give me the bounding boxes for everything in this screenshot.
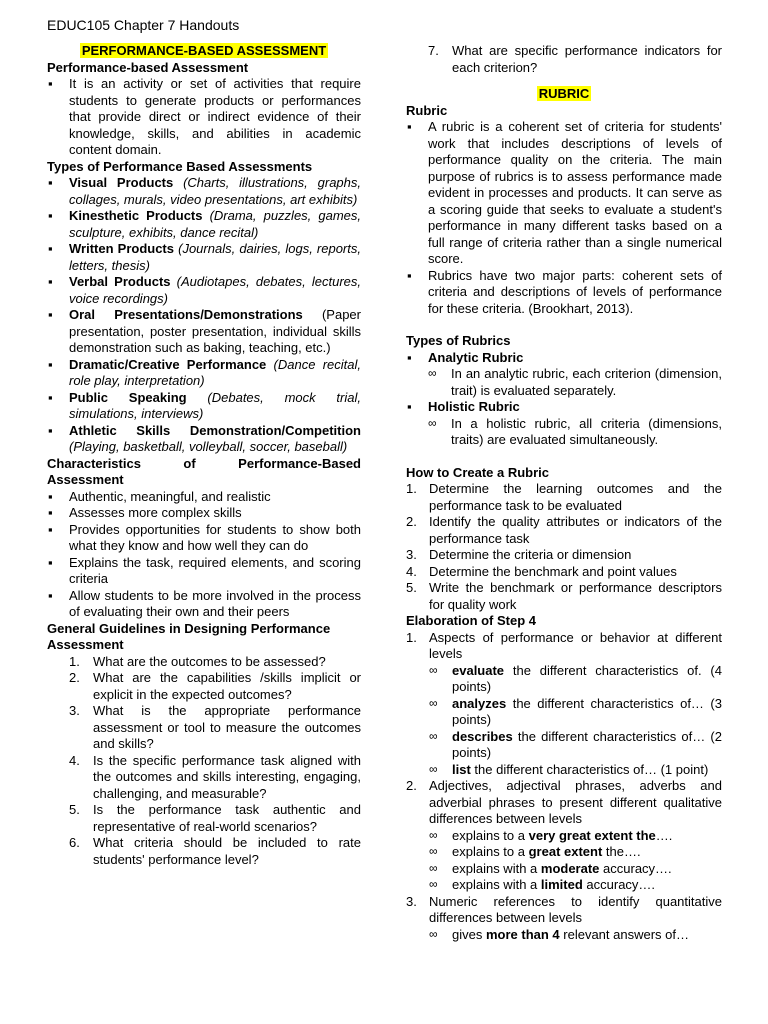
type-name: Visual Products bbox=[69, 175, 174, 190]
infinity-bullet-icon: ∞ bbox=[428, 366, 437, 380]
text-part: the different characteristics of… (3 points) bbox=[452, 695, 722, 727]
item-text: Is the performance task authentic and representative of real-world scenarios? bbox=[93, 802, 361, 834]
list-item bbox=[47, 175, 361, 208]
list-item bbox=[47, 802, 361, 835]
text-part: the different characteristics of… (2 points) bbox=[452, 728, 722, 760]
page-header: EDUC105 Chapter 7 Handouts bbox=[47, 17, 240, 33]
infinity-bullet-icon: ∞ bbox=[429, 877, 438, 891]
rubric-type-name: Holistic Rubric bbox=[428, 399, 520, 414]
list-item bbox=[429, 828, 722, 845]
list-item bbox=[406, 268, 722, 318]
create-rubric-heading: How to Create a Rubric bbox=[406, 464, 550, 480]
type-description: (Playing, basketball, volleyball, soccer, baseball) bbox=[69, 439, 348, 454]
list-number: 4. bbox=[69, 752, 80, 768]
item-text: Assesses more complex skills bbox=[69, 505, 242, 520]
type-name: Kinesthetic Products bbox=[69, 208, 203, 223]
bullet-icon: ▪ bbox=[48, 587, 53, 603]
item-text: Is the specific performance task aligned with the outcomes and skills interesting, engaging, challenging, and measurable? bbox=[93, 752, 361, 801]
text-part: explains with a bbox=[452, 860, 541, 876]
rubric-type-sublist bbox=[428, 366, 722, 399]
list-item bbox=[47, 654, 361, 671]
bullet-icon: ▪ bbox=[407, 349, 412, 365]
item-text: Provides opportunities for students to show both what they know and how well they can do bbox=[69, 521, 361, 553]
types-heading: Types of Performance Based Assessments bbox=[47, 158, 313, 174]
list-number: 3. bbox=[69, 703, 80, 718]
item-text: Determine the benchmark and point values bbox=[429, 563, 677, 579]
item-text: Rubrics have two major parts: coherent sets of criteria and descriptions of levels of performance for these criteria. (Brookhart, 2013). bbox=[428, 267, 722, 316]
text-part: the different characteristics of. (4 points) bbox=[452, 662, 722, 694]
type-description: (Paper presentation, poster presentation, individual skills demonstration such as baking, teaching, etc.) bbox=[69, 307, 361, 355]
bullet-icon: ▪ bbox=[407, 119, 412, 134]
bullet-icon: ▪ bbox=[407, 399, 412, 414]
list-item bbox=[47, 307, 361, 357]
list-item bbox=[406, 580, 722, 613]
list-item: 7. What are specific performance indicators for each criterion? bbox=[428, 43, 722, 75]
item-text: Allow students to be more involved in the process of evaluating their own and their peers bbox=[69, 587, 361, 619]
bullet-icon: ▪ bbox=[48, 422, 53, 438]
list-item bbox=[406, 514, 722, 547]
elaboration-sublist bbox=[429, 663, 722, 779]
text-part: …. bbox=[655, 827, 673, 843]
list-item bbox=[47, 555, 361, 588]
bullet-icon: ▪ bbox=[48, 241, 53, 256]
bullet-icon: ▪ bbox=[48, 307, 53, 322]
list-item: ▪ It is an activity or set of activities that require students to generate products or performances that provide direct or indirect evidence of their knowledge, skills, and abilities in academic content domain. bbox=[48, 76, 361, 157]
list-item bbox=[428, 416, 722, 449]
section-title: PERFORMANCE-BASED ASSESSMENT bbox=[81, 43, 327, 58]
bullet-icon: ▪ bbox=[48, 554, 53, 570]
bullet-icon: ▪ bbox=[48, 356, 53, 372]
list-item bbox=[406, 564, 722, 581]
type-description: (Charts, illustrations, graphs, collages, murals, video presentations, art exhibits) bbox=[69, 175, 361, 207]
infinity-bullet-icon: ∞ bbox=[429, 761, 438, 776]
create-rubric-steps bbox=[406, 481, 722, 613]
text-part: accuracy…. bbox=[582, 877, 656, 892]
bullet-icon: ▪ bbox=[48, 505, 53, 520]
rubric-title: RUBRIC bbox=[538, 86, 590, 101]
item-text: What are the outcomes to be assessed? bbox=[93, 653, 326, 669]
list-item bbox=[47, 670, 361, 703]
infinity-bullet-icon: ∞ bbox=[428, 415, 437, 430]
type-description: (Dance recital, role play, interpretation) bbox=[69, 356, 361, 388]
type-description: (Drama, puzzles, games, sculpture, exhibits, dance recital) bbox=[69, 208, 361, 240]
list-item bbox=[406, 547, 722, 564]
list-number: 5. bbox=[69, 802, 80, 817]
bullet-icon: ▪ bbox=[48, 76, 53, 91]
list-item bbox=[429, 729, 722, 762]
list-item bbox=[429, 927, 722, 944]
list-item bbox=[47, 588, 361, 621]
text-part: relevant answers of… bbox=[559, 926, 689, 942]
bullet-icon: ▪ bbox=[48, 175, 53, 190]
list-item bbox=[406, 481, 722, 514]
list-item bbox=[429, 877, 722, 894]
left-column bbox=[47, 43, 361, 868]
bold-term: analyzes bbox=[452, 695, 507, 711]
type-name: Dramatic/Creative Performance bbox=[69, 356, 267, 372]
list-item bbox=[406, 350, 722, 400]
list-item bbox=[47, 753, 361, 803]
type-description: (Debates, mock trial, simulations, interviews) bbox=[69, 389, 361, 421]
list-number: 3. bbox=[406, 547, 417, 562]
guidelines-heading: General Guidelines in Designing Performance Assessment bbox=[47, 620, 331, 652]
rubric-types-list bbox=[406, 350, 722, 449]
characteristics-list bbox=[47, 489, 361, 621]
bullet-icon: ▪ bbox=[48, 208, 53, 223]
list-number: 1. bbox=[69, 653, 80, 669]
rubric-heading: Rubric bbox=[406, 102, 448, 118]
infinity-bullet-icon: ∞ bbox=[429, 844, 438, 858]
item-text: Authentic, meaningful, and realistic bbox=[69, 488, 271, 504]
list-item bbox=[406, 399, 722, 449]
list-number: 2. bbox=[69, 670, 80, 685]
item-text: Determine the criteria or dimension bbox=[429, 547, 632, 562]
bold-term: very great extent the bbox=[528, 827, 656, 843]
list-item bbox=[47, 274, 361, 307]
infinity-bullet-icon: ∞ bbox=[429, 860, 438, 875]
elaboration-list bbox=[406, 630, 722, 944]
infinity-bullet-icon: ∞ bbox=[429, 695, 438, 710]
list-item bbox=[47, 390, 361, 423]
item-text: Write the benchmark or performance descriptors for quality work bbox=[429, 580, 722, 612]
bullet-icon: ▪ bbox=[48, 521, 53, 537]
item-text: In a holistic rubric, all criteria (dimensions, traits) are evaluated simultaneously. bbox=[451, 415, 722, 447]
list-item bbox=[47, 489, 361, 506]
list-number: 5. bbox=[406, 580, 417, 595]
bullet-icon: ▪ bbox=[407, 267, 412, 283]
bold-term: list bbox=[452, 761, 471, 777]
list-item bbox=[429, 762, 722, 779]
list-item bbox=[429, 663, 722, 696]
rubric-definition-list bbox=[406, 119, 722, 317]
list-item: 2. Adjectives, adjectival phrases, adverbs and adverbial phrases to present different qualitative differences between levels ∞ explains to a very great extent the…. ∞ explains to a great extent the…. ∞ explains with a moderate accuracy…. ∞ explains with a limited accuracy…. bbox=[406, 778, 722, 892]
bullet-icon: ▪ bbox=[48, 274, 53, 289]
list-item bbox=[47, 522, 361, 555]
item-text: What criteria should be included to rate students' performance level? bbox=[93, 835, 361, 867]
infinity-bullet-icon: ∞ bbox=[429, 926, 438, 941]
type-name: Verbal Products bbox=[69, 274, 171, 289]
list-item: 1. Aspects of performance or behavior at different levels ∞ evaluate the different characteristics of. (4 points) ∞ analyzes the different characteristics of… (3 points) ∞ describes the different characteristics of… (2 points) ∞ list the different characteristics of… (1 point) bbox=[406, 629, 722, 777]
list-item bbox=[47, 505, 361, 522]
item-text: Identify the quality attributes or indicators of the performance task bbox=[429, 514, 722, 546]
infinity-bullet-icon: ∞ bbox=[429, 728, 438, 743]
list-item bbox=[429, 844, 722, 861]
list-item bbox=[406, 119, 722, 268]
list-item bbox=[47, 208, 361, 241]
text-part: explains to a bbox=[452, 827, 529, 843]
item-text: Explains the task, required elements, and scoring criteria bbox=[69, 554, 361, 586]
text-part: explains to a bbox=[452, 844, 529, 859]
type-name: Athletic Skills Demonstration/Competition bbox=[69, 422, 361, 438]
list-item bbox=[47, 835, 361, 868]
text-part: accuracy…. bbox=[599, 860, 672, 876]
item-text: What is the appropriate performance assessment or tool to measure the outcomes and skills? bbox=[93, 703, 361, 751]
item-text: What are the capabilities /skills implicit or explicit in the expected outcomes? bbox=[93, 670, 361, 702]
list-item bbox=[47, 241, 361, 274]
type-name: Oral Presentations/Demonstrations bbox=[69, 307, 303, 322]
elaboration-heading: Elaboration of Step 4 bbox=[406, 613, 537, 628]
list-number: 1. bbox=[406, 481, 417, 496]
right-column bbox=[406, 43, 722, 943]
item-text: A rubric is a coherent set of criteria for students' work that includes descriptions of levels of performance quality on the criteria. The main purpose of rubrics is to assess performance made evident in processes and products. It can serve as a scoring guide that seeks to evaluate a student's performance in many different tasks based on a full range of criteria rather than a single numerical score. bbox=[428, 119, 722, 266]
list-item bbox=[429, 861, 722, 878]
bold-term: great extent bbox=[528, 844, 603, 859]
bold-term: evaluate bbox=[452, 662, 505, 678]
type-description: (Audiotapes, debates, lectures, voice recordings) bbox=[69, 274, 361, 306]
definition-heading: Performance-based Assessment bbox=[47, 59, 249, 75]
item-text: In an analytic rubric, each criterion (dimension, trait) is evaluated separately. bbox=[451, 366, 722, 398]
characteristics-heading: Characteristics of Performance-Based Assessment bbox=[47, 455, 361, 487]
bold-term: more than 4 bbox=[485, 926, 560, 942]
list-number: 2. bbox=[406, 514, 417, 529]
rubric-type-name: Analytic Rubric bbox=[428, 349, 524, 365]
guidelines-list-continued bbox=[406, 43, 722, 76]
guidelines-list bbox=[47, 654, 361, 869]
rubric-type-sublist bbox=[428, 416, 722, 449]
rubric-types-heading: Types of Rubrics bbox=[406, 333, 511, 348]
text-part: the…. bbox=[602, 844, 641, 859]
list-item bbox=[47, 703, 361, 753]
text-part: the different characteristics of… (1 point) bbox=[470, 761, 709, 777]
infinity-bullet-icon: ∞ bbox=[429, 662, 438, 677]
item-text: Determine the learning outcomes and the performance task to be evaluated bbox=[429, 481, 722, 513]
list-number: 4. bbox=[406, 563, 417, 579]
list-number: 6. bbox=[69, 835, 80, 850]
definition-list bbox=[47, 76, 361, 159]
list-item: 3. Numeric references to identify quantitative differences between levels ∞ gives more than 4 relevant answers of… bbox=[406, 893, 722, 942]
list-item bbox=[428, 366, 722, 399]
infinity-bullet-icon: ∞ bbox=[429, 827, 438, 842]
bold-term: moderate bbox=[540, 860, 600, 876]
bullet-icon: ▪ bbox=[48, 488, 53, 504]
bold-term: describes bbox=[452, 728, 513, 744]
type-description: (Journals, dairies, logs, reports, letters, thesis) bbox=[69, 241, 361, 273]
list-item bbox=[47, 357, 361, 390]
text-part: explains with a bbox=[452, 877, 541, 892]
elaboration-sublist bbox=[429, 828, 722, 894]
elaboration-sublist bbox=[429, 927, 722, 944]
types-list bbox=[47, 175, 361, 456]
type-name: Public Speaking bbox=[69, 389, 187, 405]
list-item bbox=[47, 423, 361, 456]
text-part: gives bbox=[452, 926, 486, 942]
bullet-icon: ▪ bbox=[48, 389, 53, 405]
type-name: Written Products bbox=[69, 241, 174, 256]
list-item bbox=[429, 696, 722, 729]
bold-term: limited bbox=[540, 877, 583, 892]
